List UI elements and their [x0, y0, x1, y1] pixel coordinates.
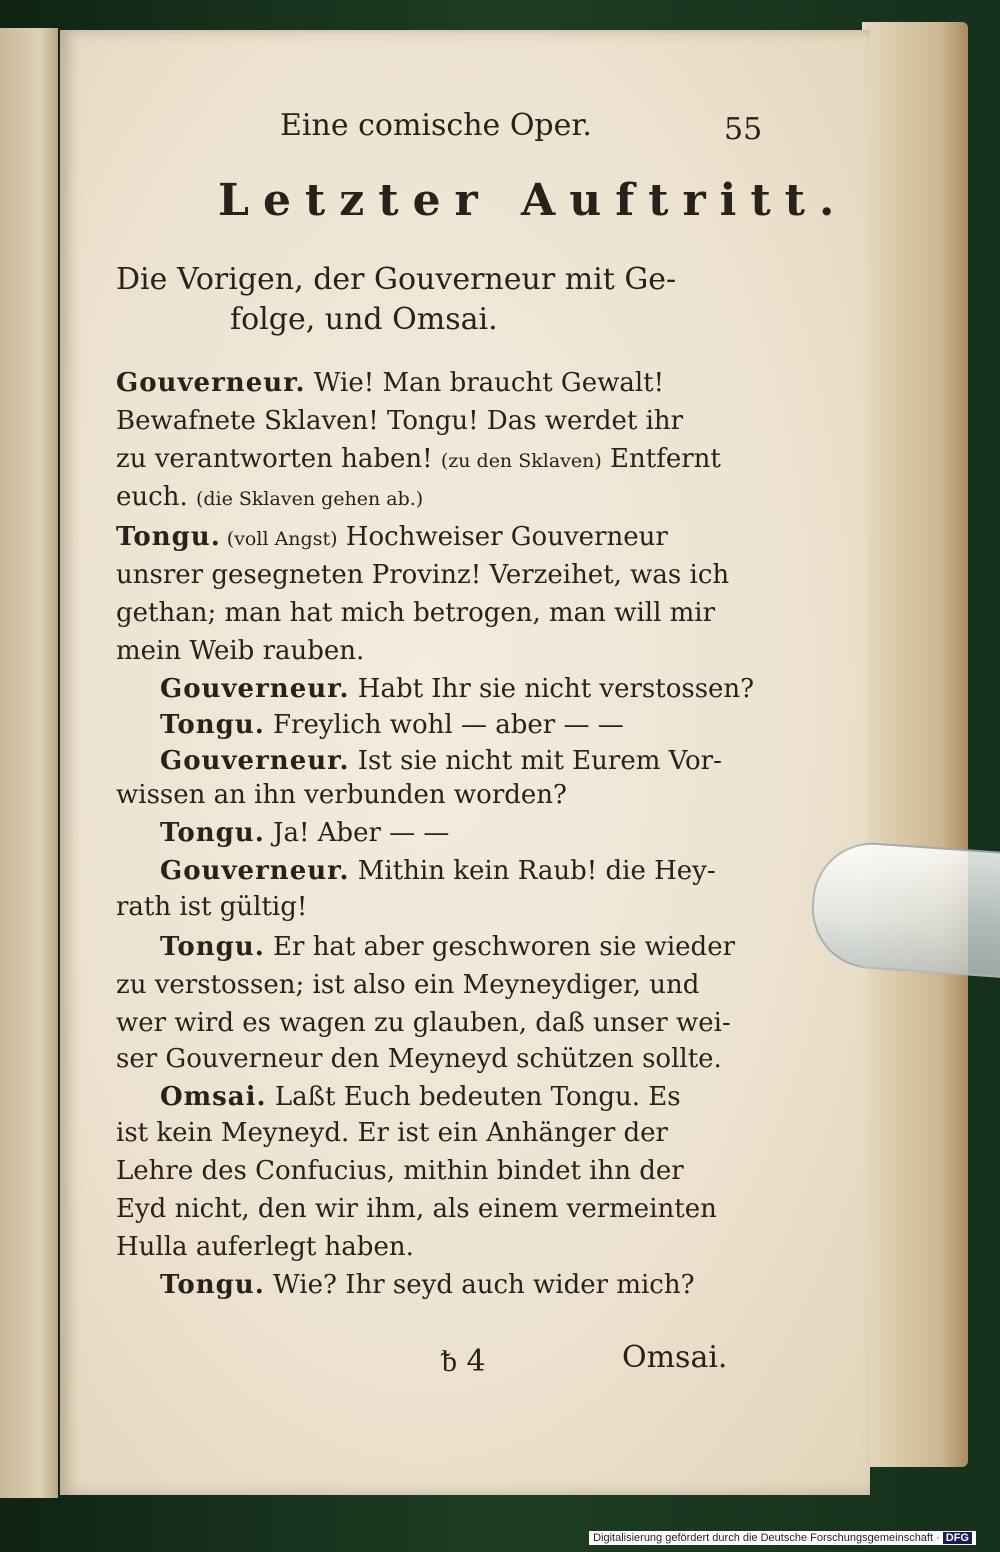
line-text: Wie? Ihr seyd auch wider mich?	[264, 1270, 695, 1300]
line-text: Entfernt	[601, 444, 721, 474]
line-text: Habt Ihr sie nicht verstossen?	[349, 674, 755, 704]
text-line	[116, 444, 721, 474]
line-text: Laßt Euch bedeuten Tongu. Es	[266, 1082, 681, 1112]
text-line	[116, 970, 699, 1000]
line-text: gethan; man hat mich betrogen, man will mir	[116, 598, 716, 628]
speaker-name: Gouverneur.	[160, 746, 350, 776]
line-text: wissen an ihn verbunden worden?	[116, 780, 567, 810]
stage-direction: (die Sklaven gehen ab.)	[195, 488, 424, 510]
stage-direction: (zu den Sklaven)	[440, 450, 602, 472]
line-text: mein Weib rauben.	[116, 636, 365, 666]
text-line	[116, 1044, 722, 1074]
speaker-name: Omsai.	[160, 1082, 267, 1112]
dfg-logo: DFG	[943, 1532, 972, 1544]
text-line	[116, 406, 683, 436]
text-line	[116, 1156, 684, 1186]
speaker-name: Gouverneur.	[160, 674, 350, 704]
line-text: unsrer gesegneten Provinz! Verzeihet, was ich	[116, 560, 730, 590]
left-page-edge	[0, 28, 58, 1498]
right-page-stack	[862, 22, 968, 1467]
line-text: Eyd nicht, den wir ihm, als einem vermeinten	[116, 1194, 717, 1224]
text-line	[160, 856, 716, 886]
text-line	[160, 746, 722, 776]
text-line	[160, 818, 449, 848]
signature-mark: ᵬ 4	[442, 1344, 486, 1379]
text-line	[116, 522, 668, 552]
catchword: Omsai.	[622, 1340, 728, 1375]
line-text: Lehre des Confucius, mithin bindet ihn der	[116, 1156, 684, 1186]
text-line	[116, 892, 307, 922]
text-line	[116, 636, 364, 666]
line-text: ist kein Meyneyd. Er ist ein Anhänger der	[116, 1118, 668, 1148]
speaker-name: Tongu.	[160, 1270, 265, 1300]
speaker-name: Tongu.	[160, 710, 265, 740]
line-text: Wie! Man braucht Gewalt!	[305, 368, 665, 398]
line-text: Ist sie nicht mit Eurem Vor-	[349, 746, 722, 776]
credit-text: Digitalisierung gefördert durch die Deutsche Forschungsgemeinschaft ·	[593, 1532, 940, 1544]
text-line	[160, 932, 735, 962]
text-line	[116, 598, 715, 628]
text-line	[116, 1194, 717, 1224]
text-line	[116, 1008, 731, 1038]
line-text: Er hat aber geschworen sie wieder	[264, 932, 736, 962]
line-text: Bewafnete Sklaven! Tongu! Das werdet ihr	[116, 406, 684, 436]
page-number: 55	[724, 112, 763, 147]
line-text: wer wird es wagen zu glauben, daß unser wei-	[116, 1008, 731, 1038]
speaker-name: Gouverneur.	[160, 856, 350, 886]
line-text: Hochweiser Gouverneur	[337, 522, 668, 552]
text-line	[116, 780, 567, 810]
text-line	[116, 1118, 668, 1148]
text-line	[116, 482, 423, 512]
stage-direction-line: Die Vorigen, der Gouverneur mit Ge-	[116, 262, 677, 297]
stage-direction-line: folge, und Omsai.	[230, 302, 498, 337]
line-text: Mithin kein Raub! die Hey-	[349, 856, 716, 886]
text-line	[160, 1082, 681, 1112]
line-text: euch.	[116, 482, 196, 512]
text-line	[160, 674, 754, 704]
running-title: Eine comische Oper.	[280, 108, 592, 143]
stage-direction: (voll Angst)	[220, 528, 338, 550]
text-line	[160, 1270, 695, 1300]
speaker-name: Tongu.	[160, 818, 265, 848]
line-text: zu verstossen; ist also ein Meyneydiger, und	[116, 970, 700, 1000]
line-text: Freylich wohl — aber — —	[264, 710, 624, 740]
text-line	[116, 368, 664, 398]
speaker-name: Gouverneur.	[116, 368, 306, 398]
line-text: ser Gouverneur den Meyneyd schützen sollte.	[116, 1044, 722, 1074]
line-text: zu verantworten haben!	[116, 444, 441, 474]
line-text: Hulla auferlegt haben.	[116, 1232, 414, 1262]
scene-title: Letzter Auftritt.	[218, 175, 849, 226]
text-line	[116, 1232, 414, 1262]
speaker-name: Tongu.	[160, 932, 265, 962]
digitization-credit	[589, 1531, 976, 1545]
speaker-name: Tongu.	[116, 522, 221, 552]
text-line	[160, 710, 624, 740]
line-text: rath ist gültig!	[116, 892, 308, 922]
text-line	[116, 560, 729, 590]
line-text: Ja! Aber — —	[264, 818, 450, 848]
